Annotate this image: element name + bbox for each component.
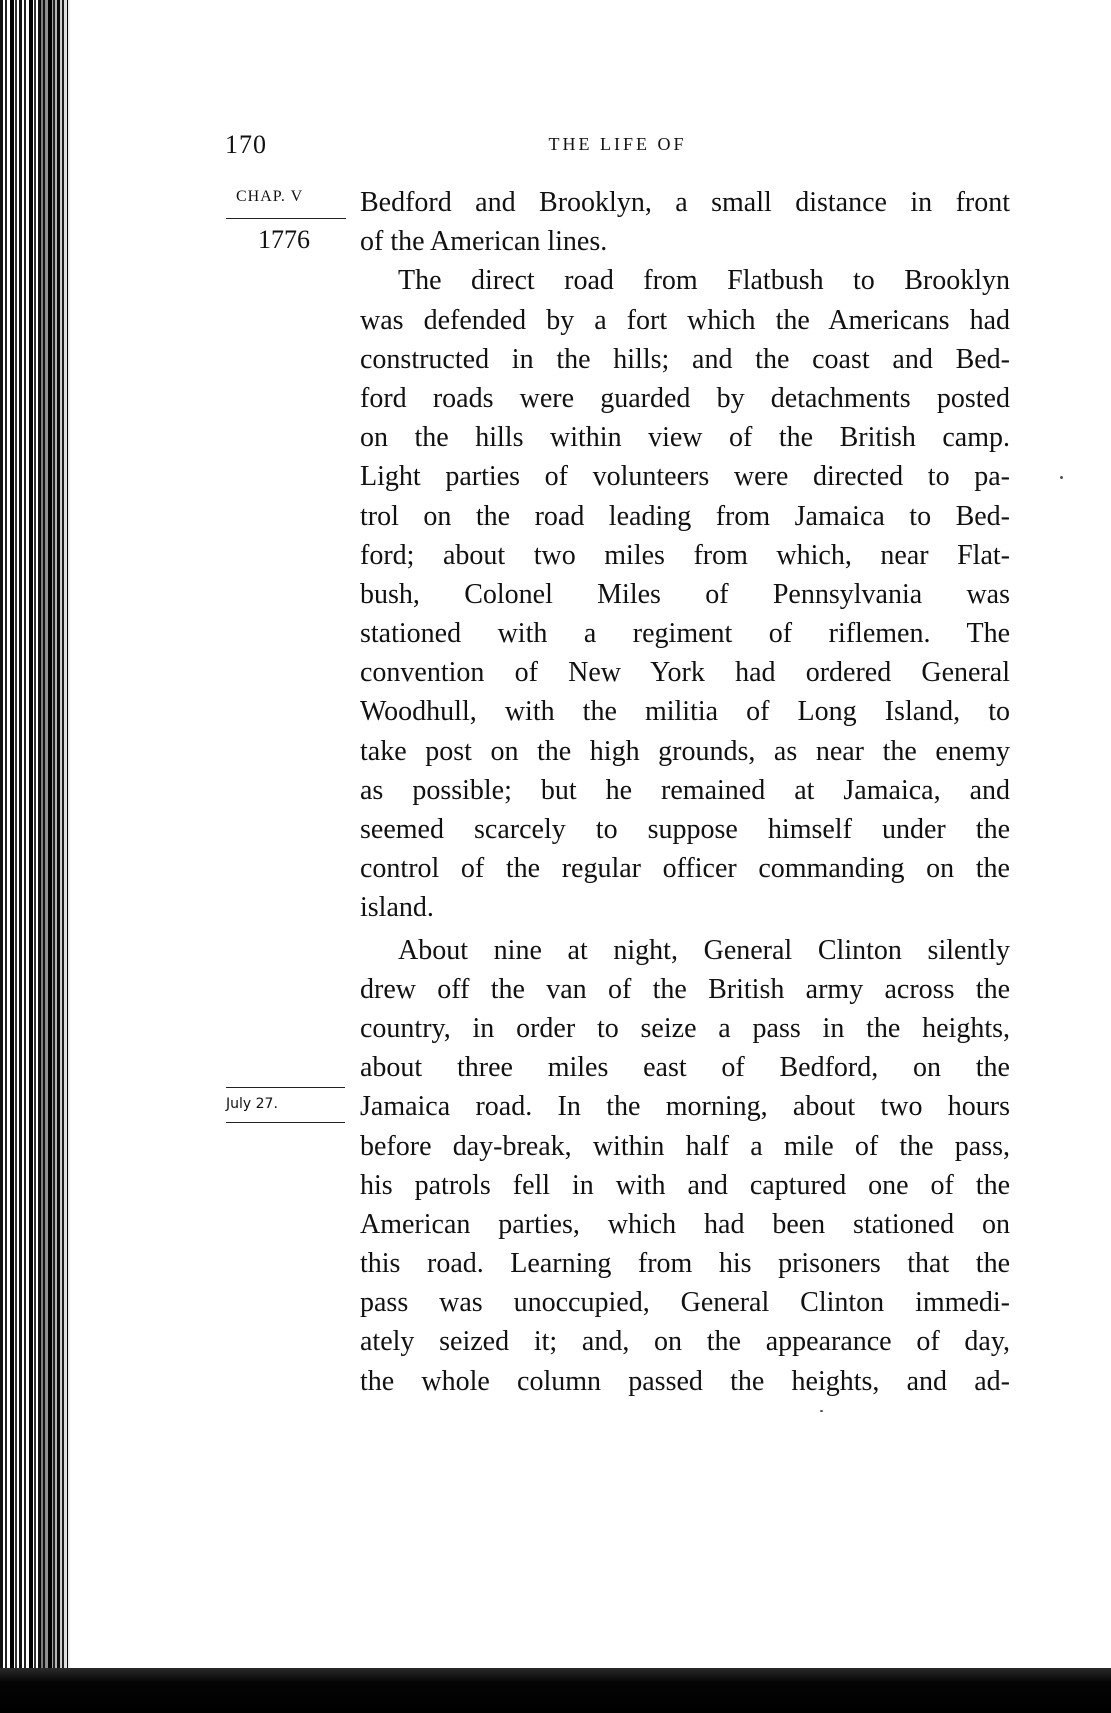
margin-divider (226, 218, 346, 219)
scan-speck (820, 1410, 823, 1412)
running-head (225, 130, 1010, 166)
text-line: before day-break, within half a mile of the pass, (360, 1130, 1010, 1162)
text-line: take post on the high grounds, as near the enemy (360, 735, 1010, 767)
text-line: Woodhull, with the militia of Long Island, to (360, 696, 1010, 728)
text-line: bush, Colonel Miles of Pennsylvania was (360, 578, 1010, 610)
margin-divider (226, 1122, 345, 1123)
text-line: trol on the road leading from Jamaica to Bed- (360, 500, 1010, 532)
text-line: Jamaica road. In the morning, about two hours (360, 1091, 1010, 1123)
text-line: the whole column passed the heights, and ad- (360, 1365, 1010, 1397)
text-line: Light parties of volunteers were directed to pa- (360, 461, 1010, 493)
margin-chapter-label: CHAP. V (236, 188, 304, 205)
text-line: seemed scarcely to suppose himself under the (360, 814, 1010, 845)
page-number: 170 (225, 130, 267, 159)
text-line: constructed in the hills; and the coast and Bed- (360, 343, 1010, 375)
text-line: Bedford and Brooklyn, a small distance in front (360, 187, 1010, 218)
text-line: stationed with a regiment of riflemen. The (360, 618, 1010, 650)
text-line: this road. Learning from his prisoners that the (360, 1248, 1010, 1280)
text-line: control of the regular officer commanding on the (360, 853, 1010, 885)
text-line: about three miles east of Bedford, on the (360, 1052, 1010, 1084)
text-line: of the American lines. (360, 226, 608, 258)
margin-date-note: July 27. (226, 1096, 278, 1112)
text-line: ford roads were guarded by detachments posted (360, 382, 1010, 414)
text-line: convention of New York had ordered General (360, 657, 1010, 689)
text-line: was defended by a fort which the Americans had (360, 304, 1010, 336)
margin-year: 1776 (258, 225, 310, 254)
text-line: island. (360, 892, 434, 924)
text-line: as possible; but he remained at Jamaica, and (360, 774, 1010, 806)
scan-binding-shadow (40, 0, 70, 1713)
text-line: on the hills within view of the British camp. (360, 422, 1010, 454)
text-line: his patrols fell in with and captured one of the (360, 1169, 1010, 1201)
text-line: ately seized it; and, on the appearance of day, (360, 1326, 1010, 1358)
text-line: About nine at night, General Clinton silently (398, 934, 1010, 966)
text-line: drew off the van of the British army across the (360, 973, 1010, 1005)
text-line: pass was unoccupied, General Clinton immedi- (360, 1287, 1010, 1319)
body-text (360, 183, 1010, 1401)
text-line: American parties, which had been stationed on (360, 1208, 1010, 1240)
text-line: The direct road from Flatbush to Brooklyn (398, 265, 1010, 297)
scan-bottom-edge (0, 1668, 1111, 1713)
scan-speck (1060, 476, 1063, 479)
text-line: country, in order to seize a pass in the heights, (360, 1012, 1010, 1044)
page-title: THE LIFE OF (548, 134, 687, 154)
margin-divider (226, 1087, 345, 1088)
text-line: ford; about two miles from which, near Flat- (360, 539, 1010, 571)
